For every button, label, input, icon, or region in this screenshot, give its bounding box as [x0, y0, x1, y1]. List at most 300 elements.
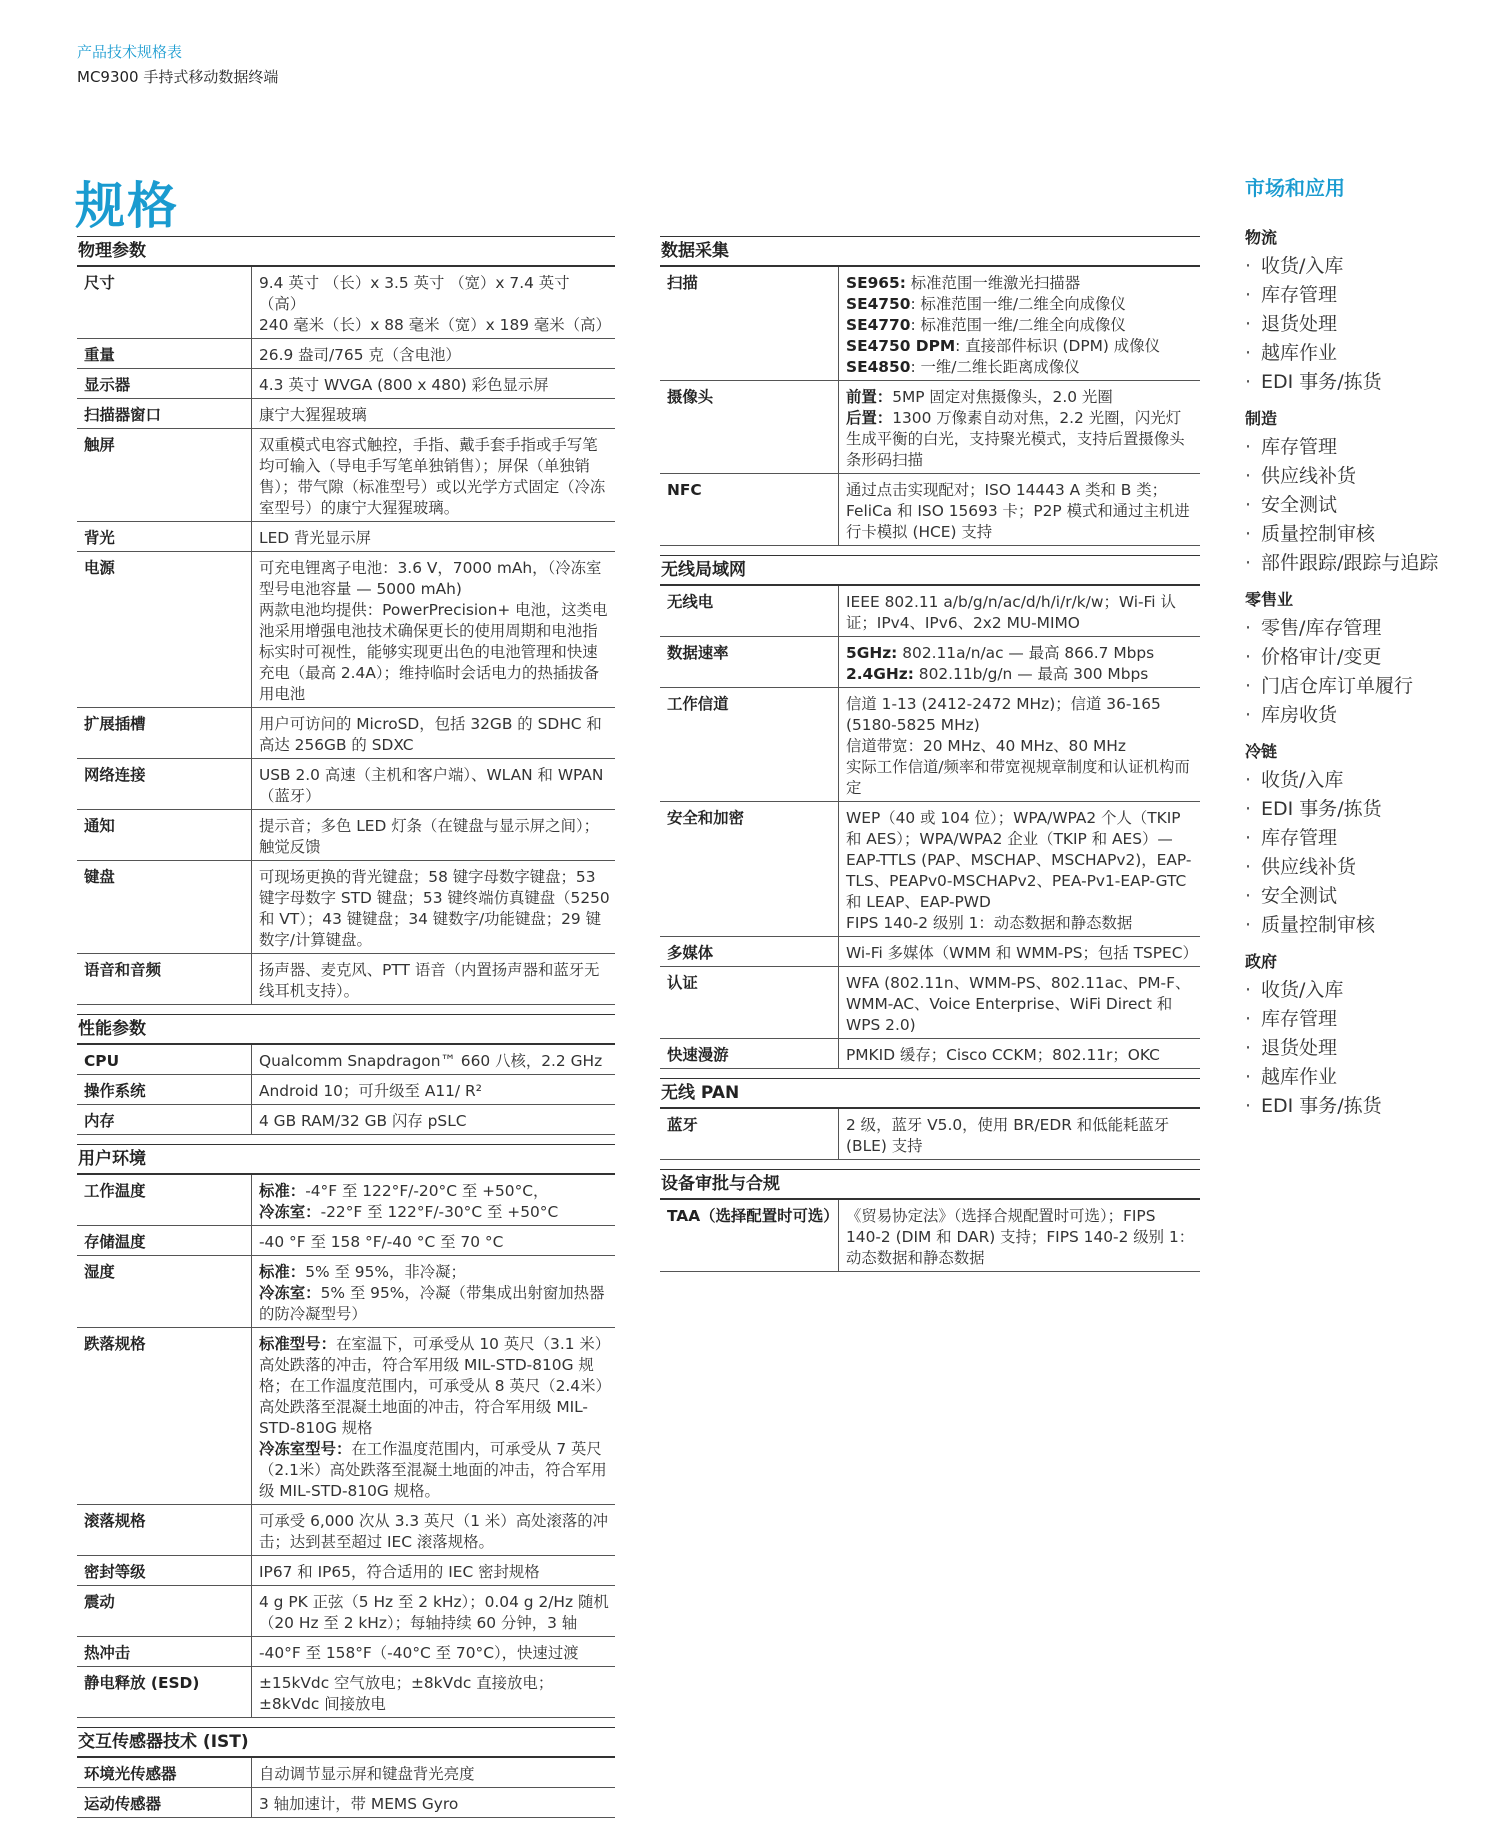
spec-key: 触屏 — [77, 429, 252, 522]
market-item — [1245, 913, 1485, 937]
spec-value — [839, 1039, 1201, 1069]
bullet-icon: · — [1245, 675, 1252, 697]
spec-value-line — [259, 1051, 610, 1072]
market-item-label: 库存管理 — [1261, 1008, 1338, 1030]
spec-value-text: : 标准范围一维/二维全向成像仪 — [910, 316, 1126, 334]
spec-row — [77, 1226, 615, 1256]
market-item — [1245, 703, 1485, 727]
spec-value-text: WEP（40 或 104 位）；WPA/WPA2 个人（TKIP 和 AES）；WPA/WPA2 企业（TKIP 和 AES）— EAP-TTLS (PAP、MSCHAP、MSCHAPv2)，EAP-TLS、PEAPv0-MSCHAPv2、PEA-Pv1-EAP-GTC 和 LEAP、EAP-PWD — [846, 809, 1192, 911]
spec-value-text: -40 °F 至 158 °F/-40 °C 至 70 °C — [259, 1233, 504, 1251]
spec-value — [252, 429, 616, 522]
bullet-icon: · — [1245, 436, 1252, 458]
spec-value-line — [259, 960, 610, 1002]
spec-value-line — [846, 408, 1195, 471]
spec-value — [252, 1556, 616, 1586]
market-item-label: 收货/入库 — [1261, 769, 1344, 791]
market-item — [1245, 797, 1485, 821]
spec-value-text: 提示音；多色 LED 灯条（在键盘与显示屏之间）；触觉反馈 — [259, 817, 600, 856]
spec-key: 存储温度 — [77, 1226, 252, 1256]
spec-value — [252, 1044, 616, 1075]
spec-value-label: 冷冻室： — [259, 1284, 321, 1302]
spec-value-line — [259, 345, 610, 366]
spec-value-line — [259, 1562, 610, 1583]
spec-value — [252, 1226, 616, 1256]
spec-row — [660, 937, 1200, 967]
section-title: 物理参数 — [77, 236, 615, 265]
market-group — [1245, 741, 1485, 937]
spec-value-text: 802.11a/n/ac — 最高 866.7 Mbps — [897, 644, 1155, 662]
spec-key: 跌落规格 — [77, 1328, 252, 1505]
spec-value-line — [259, 1181, 610, 1202]
spec-row — [660, 1199, 1200, 1272]
spec-key: NFC — [660, 474, 839, 546]
section-title: 无线 PAN — [660, 1078, 1200, 1107]
spec-value-label: 2.4GHz: — [846, 665, 914, 683]
spec-value-text: -4°F 至 122°F/-20°C 至 +50°C， — [305, 1182, 549, 1200]
market-item-label: 库存管理 — [1261, 827, 1338, 849]
spec-value-text: -40°F 至 158°F（-40°C 至 70°C），快速过渡 — [259, 1644, 579, 1662]
spec-value-text: 可承受 6,000 次从 3.3 英尺（1 米）高处滚落的冲击；达到甚至超过 IEC 滚落规格。 — [259, 1512, 609, 1551]
spec-key: 环境光传感器 — [77, 1757, 252, 1788]
spec-value-line — [846, 336, 1195, 357]
spec-row — [77, 1044, 615, 1075]
spec-key: 键盘 — [77, 861, 252, 954]
market-item-label: 库存管理 — [1261, 284, 1338, 306]
bullet-icon: · — [1245, 494, 1252, 516]
spec-table — [77, 1756, 615, 1818]
spec-row — [77, 1556, 615, 1586]
spec-value-line — [259, 867, 610, 951]
spec-value-text: 信道 1-13 (2412-2472 MHz)；信道 36-165 (5180-5825 MHz) — [846, 695, 1161, 734]
spec-value — [839, 474, 1201, 546]
spec-table — [660, 265, 1200, 546]
section-title: 交互传感器技术 (IST) — [77, 1727, 615, 1756]
spec-value-line — [846, 808, 1195, 913]
spec-row — [660, 585, 1200, 637]
section-title: 性能参数 — [77, 1014, 615, 1043]
spec-value-label: 标准： — [259, 1182, 306, 1200]
section-gap — [660, 546, 1200, 555]
spec-value — [252, 1075, 616, 1105]
spec-row — [660, 266, 1200, 381]
spec-value-text: : 标准范围一维/二维全向成像仪 — [910, 295, 1126, 313]
spec-value-line — [259, 405, 610, 426]
market-item-label: 部件跟踪/跟踪与追踪 — [1261, 552, 1439, 574]
market-group — [1245, 589, 1485, 727]
market-item — [1245, 283, 1485, 307]
spec-row — [77, 1328, 615, 1505]
spec-value — [839, 1108, 1201, 1160]
bullet-icon: · — [1245, 523, 1252, 545]
spec-value-text: 自动调节显示屏和键盘背光亮度 — [259, 1765, 475, 1783]
bullet-icon: · — [1245, 552, 1252, 574]
bullet-icon: · — [1245, 255, 1252, 277]
market-item-label: 收货/入库 — [1261, 979, 1344, 1001]
spec-key: 工作温度 — [77, 1174, 252, 1226]
bullet-icon: · — [1245, 465, 1252, 487]
bullet-icon: · — [1245, 769, 1252, 791]
spec-value-label: SE4750 DPM — [846, 337, 956, 355]
bullet-icon: · — [1245, 342, 1252, 364]
spec-value-line — [846, 664, 1195, 685]
market-item — [1245, 312, 1485, 336]
spec-row — [660, 688, 1200, 802]
spec-value — [839, 381, 1201, 474]
spec-value — [252, 708, 616, 759]
spec-key: 认证 — [660, 967, 839, 1039]
spec-value-label: 标准型号： — [259, 1335, 336, 1353]
spec-value-line — [259, 1592, 610, 1634]
spec-value-line — [846, 913, 1195, 934]
spec-row — [77, 954, 615, 1005]
spec-value-line — [846, 943, 1198, 964]
spec-row — [77, 369, 615, 399]
spec-value-line — [259, 714, 610, 756]
spec-value-text: 5% 至 95%，冷凝（带集成出射窗加热器的防冷凝型号） — [259, 1284, 605, 1323]
spec-value-line — [846, 694, 1195, 736]
market-item — [1245, 464, 1485, 488]
specs-middle-column — [660, 236, 1200, 1272]
spec-value-text: 可现场更换的背光键盘；58 键字母数字键盘；53 键字母数字 STD 键盘；53 键终端仿真键盘（5250 和 VT）；43 键键盘；34 键数字/功能键盘；29 键数字/计算键盘。 — [259, 868, 610, 949]
market-item-label: 供应线补货 — [1261, 465, 1357, 487]
spec-value-line — [259, 1794, 610, 1815]
section-gap — [77, 1005, 615, 1014]
spec-value-line — [846, 273, 1195, 294]
market-item-label: 质量控制审核 — [1261, 523, 1376, 545]
spec-value-text: 可充电锂离子电池：3.6 V，7000 mAh，（冷冻室型号电池容量 — 5000 mAh) — [259, 559, 602, 598]
spec-table — [660, 1107, 1200, 1160]
spec-value-line — [259, 1334, 610, 1439]
market-item-label: 质量控制审核 — [1261, 914, 1376, 936]
market-item — [1245, 435, 1485, 459]
spec-value — [252, 399, 616, 429]
spec-value — [252, 1637, 616, 1667]
spec-row — [77, 429, 615, 522]
section-gap — [660, 1069, 1200, 1078]
market-item — [1245, 1036, 1485, 1060]
spec-value-line — [259, 1643, 610, 1664]
market-item — [1245, 855, 1485, 879]
market-item-label: 安全测试 — [1261, 494, 1338, 516]
spec-value-line — [846, 480, 1195, 543]
spec-row — [660, 637, 1200, 688]
spec-key: 扩展插槽 — [77, 708, 252, 759]
spec-key: 语音和音频 — [77, 954, 252, 1005]
spec-value-label: SE4850 — [846, 358, 911, 376]
bullet-icon: · — [1245, 1066, 1252, 1088]
bullet-icon: · — [1245, 313, 1252, 335]
spec-value-line — [846, 315, 1195, 336]
spec-key: 尺寸 — [77, 266, 252, 339]
bullet-icon: · — [1245, 827, 1252, 849]
spec-row — [77, 1586, 615, 1637]
spec-row — [77, 266, 615, 339]
spec-value — [252, 1256, 616, 1328]
spec-value-label: 冷冻室型号： — [259, 1440, 352, 1458]
spec-value — [252, 1505, 616, 1556]
spec-value-line — [846, 757, 1195, 799]
market-item — [1245, 522, 1485, 546]
page-title: 规格 — [75, 177, 179, 235]
market-item-label: EDI 事务/拣货 — [1261, 798, 1382, 820]
spec-value-text: 240 毫米（长）x 88 毫米（宽）x 189 毫米（高） — [259, 316, 611, 334]
spec-value-line — [846, 973, 1195, 1036]
market-item-label: EDI 事务/拣货 — [1261, 371, 1382, 393]
spec-key: 扫描 — [660, 266, 839, 381]
spec-value-text: 实际工作信道/频率和带宽视规章制度和认证机构而定 — [846, 758, 1190, 797]
spec-value-text: -22°F 至 122°F/-30°C 至 +50°C — [320, 1203, 559, 1221]
spec-value-text: 1300 万像素自动对焦，2.2 光圈，闪光灯生成平衡的白光，支持聚光模式，支持后置摄像头条形码扫描 — [846, 409, 1185, 469]
market-group — [1245, 951, 1485, 1118]
spec-value-label: 冷冻室： — [259, 1203, 321, 1221]
spec-value-label: SE4750 — [846, 295, 911, 313]
market-item-label: 价格审计/变更 — [1261, 646, 1382, 668]
spec-table — [660, 584, 1200, 1069]
market-item-label: 退货处理 — [1261, 313, 1338, 335]
spec-value-text: IEEE 802.11 a/b/g/n/ac/d/h/i/r/k/w；Wi-Fi 认证；IPv4、IPv6、2x2 MU-MIMO — [846, 593, 1176, 632]
spec-value-text: Qualcomm Snapdragon™ 660 八核，2.2 GHz — [259, 1052, 603, 1070]
bullet-icon: · — [1245, 284, 1252, 306]
spec-row — [77, 1105, 615, 1135]
market-item — [1245, 493, 1485, 517]
spec-value-line — [846, 643, 1195, 664]
spec-value — [839, 637, 1201, 688]
market-group-name: 冷链 — [1245, 742, 1278, 761]
spec-value-text: 康宁大猩猩玻璃 — [259, 406, 367, 424]
spec-row — [77, 1637, 615, 1667]
spec-value-label: SE965: — [846, 274, 906, 292]
section-gap — [660, 1160, 1200, 1169]
spec-row — [77, 1075, 615, 1105]
bullet-icon: · — [1245, 1037, 1252, 1059]
spec-row — [660, 1039, 1200, 1069]
doc-category: 产品技术规格表 — [77, 43, 183, 61]
market-group — [1245, 227, 1485, 394]
spec-key: 湿度 — [77, 1256, 252, 1328]
spec-value-text: 4.3 英寸 WVGA (800 x 480) 彩色显示屏 — [259, 376, 549, 394]
spec-row — [660, 967, 1200, 1039]
spec-row — [77, 339, 615, 369]
spec-value-text: 通过点击实现配对；ISO 14443 A 类和 B 类；FeliCa 和 ISO 15693 卡；P2P 模式和通过主机进行卡模拟 (HCE) 支持 — [846, 481, 1190, 541]
spec-row — [77, 1174, 615, 1226]
spec-value-text: : 一维/二维长距离成像仪 — [910, 358, 1080, 376]
spec-key: 工作信道 — [660, 688, 839, 802]
spec-key: 安全和加密 — [660, 802, 839, 937]
bullet-icon: · — [1245, 979, 1252, 1001]
spec-value — [252, 266, 616, 339]
spec-value-text: 2 级，蓝牙 V5.0，使用 BR/EDR 和低能耗蓝牙 (BLE) 支持 — [846, 1116, 1170, 1155]
spec-value-text: USB 2.0 高速（主机和客户端）、WLAN 和 WPAN（蓝牙） — [259, 766, 604, 805]
market-item — [1245, 978, 1485, 1002]
spec-value — [252, 1174, 616, 1226]
spec-key: 静电释放 (ESD) — [77, 1667, 252, 1718]
spec-key: 显示器 — [77, 369, 252, 399]
spec-value-text: 两款电池均提供：PowerPrecision+ 电池，这类电池采用增强电池技术确保更长的使用周期和电池指标实时可视性，能够实现更出色的电池管理和快速充电（最高 2.4A）；维持临时会话电力的热插拔备用电池 — [259, 601, 608, 703]
spec-value-text: 信道带宽：20 MHz、40 MHz、80 MHz — [846, 737, 1126, 755]
spec-key: 网络连接 — [77, 759, 252, 810]
spec-value-label: 标准： — [259, 1263, 306, 1281]
spec-value-label: SE4770 — [846, 316, 911, 334]
spec-key: TAA（选择配置时可选） — [660, 1199, 839, 1272]
spec-value-text: PMKID 缓存；Cisco CCKM；802.11r；OKC — [846, 1046, 1160, 1064]
spec-value — [839, 266, 1201, 381]
spec-row — [77, 1256, 615, 1328]
spec-value — [252, 759, 616, 810]
spec-value — [252, 1667, 616, 1718]
spec-value-text: FIPS 140-2 级别 1：动态数据和静态数据 — [846, 914, 1133, 932]
spec-value-line — [846, 592, 1195, 634]
market-item-label: 安全测试 — [1261, 885, 1338, 907]
spec-value-line — [259, 1262, 610, 1283]
spec-value-text: : 直接部件标识 (DPM) 成像仪 — [955, 337, 1160, 355]
spec-value — [252, 339, 616, 369]
spec-value-line — [259, 375, 610, 396]
market-sidebar — [1245, 172, 1485, 1132]
market-item-label: 门店仓库订单履行 — [1261, 675, 1414, 697]
market-item — [1245, 1094, 1485, 1118]
market-group-list — [1245, 227, 1485, 1118]
market-item — [1245, 254, 1485, 278]
market-item — [1245, 826, 1485, 850]
spec-value — [839, 802, 1201, 937]
spec-key: 数据速率 — [660, 637, 839, 688]
spec-key: 滚落规格 — [77, 1505, 252, 1556]
spec-value — [839, 967, 1201, 1039]
bullet-icon: · — [1245, 914, 1252, 936]
spec-value-line — [259, 1673, 610, 1715]
spec-value-line — [259, 558, 610, 600]
market-item — [1245, 551, 1485, 575]
bullet-icon: · — [1245, 798, 1252, 820]
spec-value — [252, 552, 616, 708]
spec-row — [77, 552, 615, 708]
spec-value-label: 5GHz: — [846, 644, 898, 662]
spec-value-label: 前置： — [846, 388, 893, 406]
spec-value-text: Android 10；可升级至 A11/ R² — [259, 1082, 482, 1100]
spec-value-line — [846, 387, 1195, 408]
spec-value-text: 标准范围一维激光扫描器 — [905, 274, 1081, 292]
spec-value-text: 用户可访问的 MicroSD，包括 32GB 的 SDHC 和高达 256GB 的 SDXC — [259, 715, 602, 754]
spec-value-line — [259, 1511, 610, 1553]
spec-row — [77, 708, 615, 759]
market-group-name: 制造 — [1245, 409, 1278, 428]
spec-value — [839, 1199, 1201, 1272]
market-item-label: 越库作业 — [1261, 342, 1338, 364]
spec-row — [77, 522, 615, 552]
spec-key: 重量 — [77, 339, 252, 369]
spec-value-text: 26.9 盎司/765 克（含电池） — [259, 346, 461, 364]
market-group-name: 零售业 — [1245, 590, 1294, 609]
spec-value-line — [846, 357, 1195, 378]
spec-key: 震动 — [77, 1586, 252, 1637]
spec-key: 背光 — [77, 522, 252, 552]
section-gap — [77, 1135, 615, 1144]
spec-value-line — [846, 1115, 1195, 1157]
spec-value-line — [259, 1111, 610, 1132]
spec-value-text: WFA (802.11n、WMM-PS、802.11ac、PM-F、WMM-AC、Voice Enterprise、WiFi Direct 和 WPS 2.0) — [846, 974, 1191, 1034]
spec-value-text: 9.4 英寸 （长）x 3.5 英寸 （宽）x 7.4 英寸 （高） — [259, 274, 570, 313]
spec-value-text: 扬声器、麦克风、PTT 语音（内置扬声器和蓝牙无线耳机支持）。 — [259, 961, 600, 1000]
market-item-label: 库房收货 — [1261, 704, 1338, 726]
spec-value — [252, 1788, 616, 1818]
spec-key: 摄像头 — [660, 381, 839, 474]
bullet-icon: · — [1245, 646, 1252, 668]
spec-key: CPU — [77, 1044, 252, 1075]
spec-value-line — [259, 273, 610, 315]
spec-key: 内存 — [77, 1105, 252, 1135]
spec-key: 通知 — [77, 810, 252, 861]
spec-value-line — [259, 528, 610, 549]
spec-value-label: 后置： — [846, 409, 893, 427]
spec-table — [77, 1043, 615, 1135]
spec-row — [77, 1788, 615, 1818]
bullet-icon: · — [1245, 371, 1252, 393]
market-item — [1245, 1007, 1485, 1031]
spec-row — [77, 1505, 615, 1556]
spec-value-line — [846, 736, 1195, 757]
spec-table — [77, 1173, 615, 1718]
market-item-label: 库存管理 — [1261, 436, 1338, 458]
spec-value — [252, 369, 616, 399]
spec-key: 快速漫游 — [660, 1039, 839, 1069]
spec-value-text: LED 背光显示屏 — [259, 529, 371, 547]
spec-value-line — [259, 816, 610, 858]
spec-key: 蓝牙 — [660, 1108, 839, 1160]
spec-row — [660, 474, 1200, 546]
bullet-icon: · — [1245, 856, 1252, 878]
spec-value-line — [259, 1202, 610, 1223]
spec-table — [77, 265, 615, 1005]
doc-product-name: MC9300 手持式移动数据终端 — [77, 68, 279, 86]
spec-value — [252, 954, 616, 1005]
spec-value-line — [259, 1081, 610, 1102]
market-item — [1245, 341, 1485, 365]
spec-row — [77, 1667, 615, 1718]
section-gap — [77, 1718, 615, 1727]
specs-left-column — [77, 236, 615, 1818]
market-group-name: 政府 — [1245, 952, 1278, 971]
spec-key: 密封等级 — [77, 1556, 252, 1586]
spec-row — [660, 802, 1200, 937]
spec-value-text: 在工作温度范围内，可承受从 7 英尺（2.1米）高处跌落至混凝土地面的冲击，符合军用级 MIL-STD-810G 规格。 — [259, 1440, 607, 1500]
spec-value-line — [259, 765, 610, 807]
spec-value-text: 4 g PK 正弦（5 Hz 至 2 kHz）；0.04 g 2/Hz 随机（20 Hz 至 2 kHz）；每轴持续 60 分钟，3 轴 — [259, 1593, 609, 1632]
market-item — [1245, 768, 1485, 792]
spec-value-text: 802.11b/g/n — 最高 300 Mbps — [913, 665, 1149, 683]
market-item-label: EDI 事务/拣货 — [1261, 1095, 1382, 1117]
spec-row — [660, 381, 1200, 474]
market-item — [1245, 1065, 1485, 1089]
spec-value-line — [846, 1045, 1195, 1066]
spec-value — [252, 522, 616, 552]
spec-value-text: 4 GB RAM/32 GB 闪存 pSLC — [259, 1112, 467, 1130]
section-title: 用户环境 — [77, 1144, 615, 1173]
spec-value — [839, 585, 1201, 637]
spec-value — [252, 810, 616, 861]
bullet-icon: · — [1245, 885, 1252, 907]
market-item-label: 越库作业 — [1261, 1066, 1338, 1088]
spec-value-line — [846, 1206, 1195, 1269]
spec-value-text: 在室温下，可承受从 10 英尺（3.1 米）高处跌落的冲击，符合军用级 MIL-STD-810G 规格；在工作温度范围内，可承受从 8 英尺（2.4米）高处跌落至混凝土地面的冲击，符合军用级 MIL-STD-810G 规格 — [259, 1335, 604, 1437]
market-item — [1245, 645, 1485, 669]
spec-value-line — [259, 600, 610, 705]
spec-key: 多媒体 — [660, 937, 839, 967]
spec-value — [252, 1105, 616, 1135]
spec-table — [660, 1198, 1200, 1272]
spec-value-text: 5MP 固定对焦摄像头，2.0 光圈 — [892, 388, 1113, 406]
market-item-label: 供应线补货 — [1261, 856, 1357, 878]
spec-value-text: 双重模式电容式触控，手指、戴手套手指或手写笔均可输入（导电手写笔单独销售）；屏保（单独销售）；带气隙（标准型号）或以光学方式固定（冷冻室型号）的康宁大猩猩玻璃。 — [259, 436, 606, 517]
